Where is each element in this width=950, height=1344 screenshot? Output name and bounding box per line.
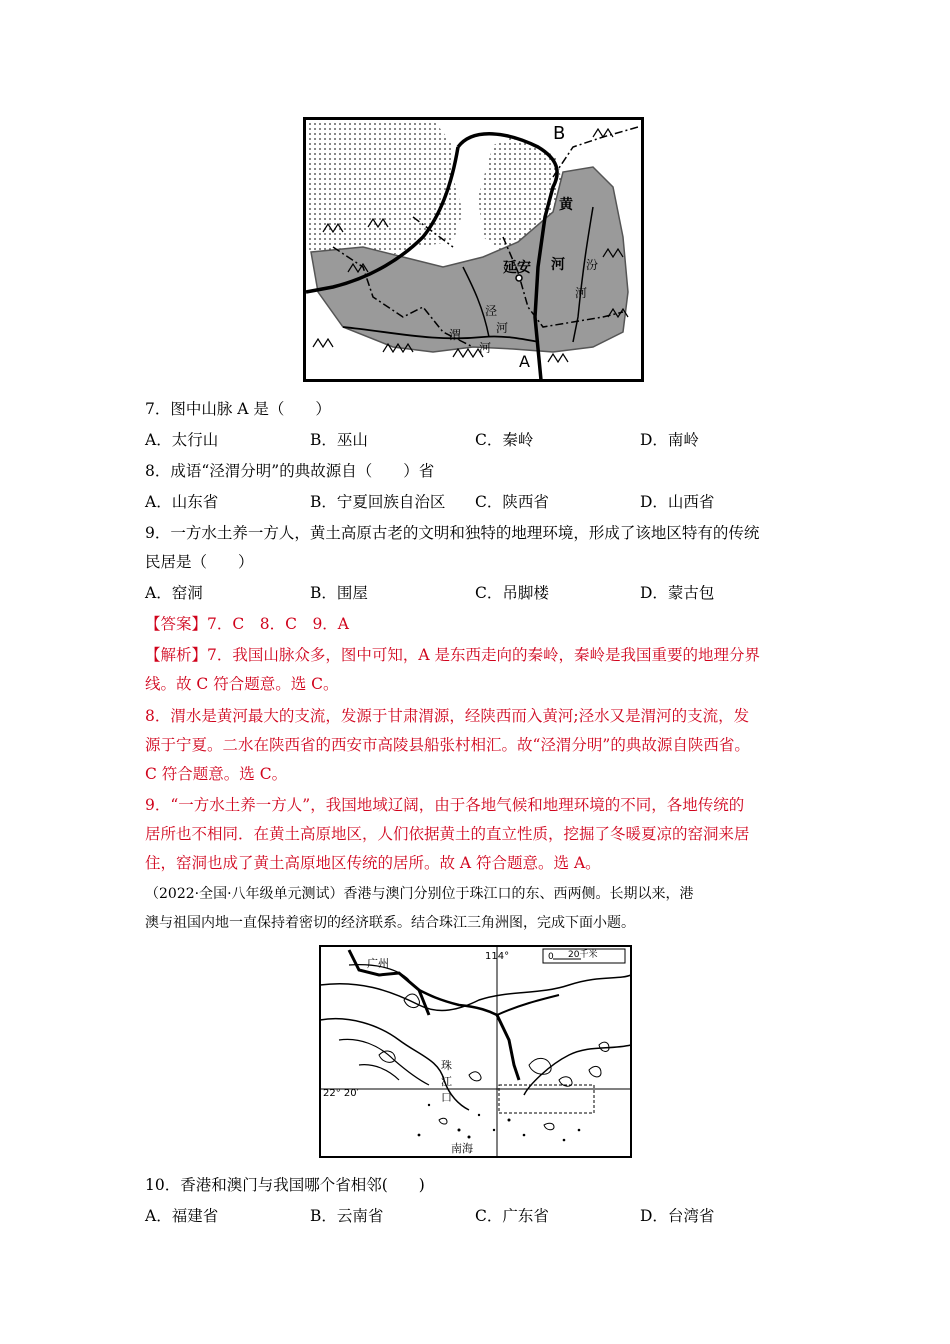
q9-option-c: C．吊脚楼 — [475, 584, 549, 602]
map2-scale-length: 20千米 — [568, 950, 598, 960]
q9-stem-line1: 9．一方水土养一方人，黄土高原古老的文明和独特的地理环境，形成了该地区特有的传统 — [145, 524, 760, 542]
map2-label-jiang: 江 — [441, 1075, 452, 1088]
map1-river-wei-2: 河 — [479, 341, 492, 355]
pearl-river-delta-map-svg — [319, 945, 632, 1158]
loess-plateau-map — [303, 117, 644, 382]
analysis-line-4: 源于宁夏。二水在陕西省的西安市高陵县船张村相汇。故“泾渭分明”的典故源自陕西省。 — [145, 736, 750, 754]
map1-river-huang-1: 黄 — [559, 197, 573, 213]
pearl-river-delta-map — [319, 945, 632, 1158]
q7-option-d: D．南岭 — [640, 431, 699, 449]
map1-label-a: A — [519, 352, 530, 371]
q7-stem: 7．图中山脉 A 是（ ） — [145, 400, 331, 418]
q10-stem: 10．香港和澳门与我国哪个省相邻( ) — [145, 1176, 425, 1194]
analysis-line-1: 【解析】7．我国山脉众多，图中可知，A 是东西走向的秦岭，秦岭是我国重要的地理分界 — [145, 646, 760, 664]
map1-river-jing-2: 河 — [496, 321, 509, 335]
q8-option-d: D．山西省 — [640, 493, 715, 511]
map1-river-fen-2: 河 — [575, 286, 588, 300]
q7-option-a: A．太行山 — [145, 431, 219, 449]
q7-option-c: C．秦岭 — [475, 431, 534, 449]
q10-option-a: A．福建省 — [145, 1207, 219, 1225]
map1-river-jing-1: 泾 — [485, 304, 498, 318]
q8-option-a: A．山东省 — [145, 493, 219, 511]
analysis-line-7: 居所也不相同．在黄土高原地区，人们依据黄土的直立性质，挖掘了冬暖夏凉的窑洞来居 — [145, 825, 750, 843]
q9-option-a: A．窑洞 — [145, 584, 203, 602]
map1-label-b: B — [553, 123, 566, 144]
q7-option-b: B．巫山 — [310, 431, 368, 449]
q10-option-b: B．云南省 — [310, 1207, 384, 1225]
q9-option-b: B．围屋 — [310, 584, 368, 602]
analysis-line-8: 住，窑洞也成了黄土高原地区传统的居所。故 A 符合题意。选 A。 — [145, 854, 601, 872]
intro-line-1: （2022·全国·八年级单元测试）香港与澳门分别位于珠江口的东、西两侧。长期以来，港 — [145, 886, 694, 902]
q10-option-d: D．台湾省 — [640, 1207, 715, 1225]
map2-scale-zero: 0 — [548, 952, 554, 962]
q9-stem-line2: 民居是（ ） — [145, 553, 254, 571]
analysis-line-3: 8．渭水是黄河最大的支流，发源于甘肃渭源，经陕西而入黄河;泾水又是渭河的支流，发 — [145, 707, 750, 725]
map2-label-nanhai: 南海 — [451, 1142, 473, 1155]
q8-option-c: C．陕西省 — [475, 493, 549, 511]
map1-river-huang-2: 河 — [551, 257, 565, 273]
q10-option-c: C．广东省 — [475, 1207, 549, 1225]
q8-stem: 8．成语“泾渭分明”的典故源自（ ）省 — [145, 462, 435, 480]
analysis-line-5: C 符合题意。选 C。 — [145, 765, 288, 783]
map1-label-yanan: 延安 — [503, 260, 531, 276]
q9-option-d: D．蒙古包 — [640, 584, 715, 602]
map1-river-wei-1: 渭 — [449, 328, 462, 342]
map2-label-latitude: 22° 20′ — [323, 1088, 359, 1099]
map2-label-zhu: 珠 — [441, 1059, 452, 1072]
analysis-line-2: 线。故 C 符合题意。选 C。 — [145, 675, 339, 693]
map2-label-guangzhou: 广州 — [367, 957, 389, 970]
loess-plateau-map-svg — [303, 117, 644, 382]
map2-label-kou: 口 — [441, 1091, 452, 1104]
intro-line-2: 澳与祖国内地一直保持着密切的经济联系。结合珠江三角洲图，完成下面小题。 — [145, 915, 635, 931]
map1-river-fen-1: 汾 — [586, 258, 599, 272]
map2-label-longitude: 114° — [485, 951, 510, 962]
answer-line: 【答案】7．C 8．C 9．A — [145, 615, 349, 633]
analysis-line-6: 9．“一方水土养一方人”，我国地域辽阔，由于各地气候和地理环境的不同，各地传统的 — [145, 796, 745, 814]
q8-option-b: B．宁夏回族自治区 — [310, 493, 446, 511]
